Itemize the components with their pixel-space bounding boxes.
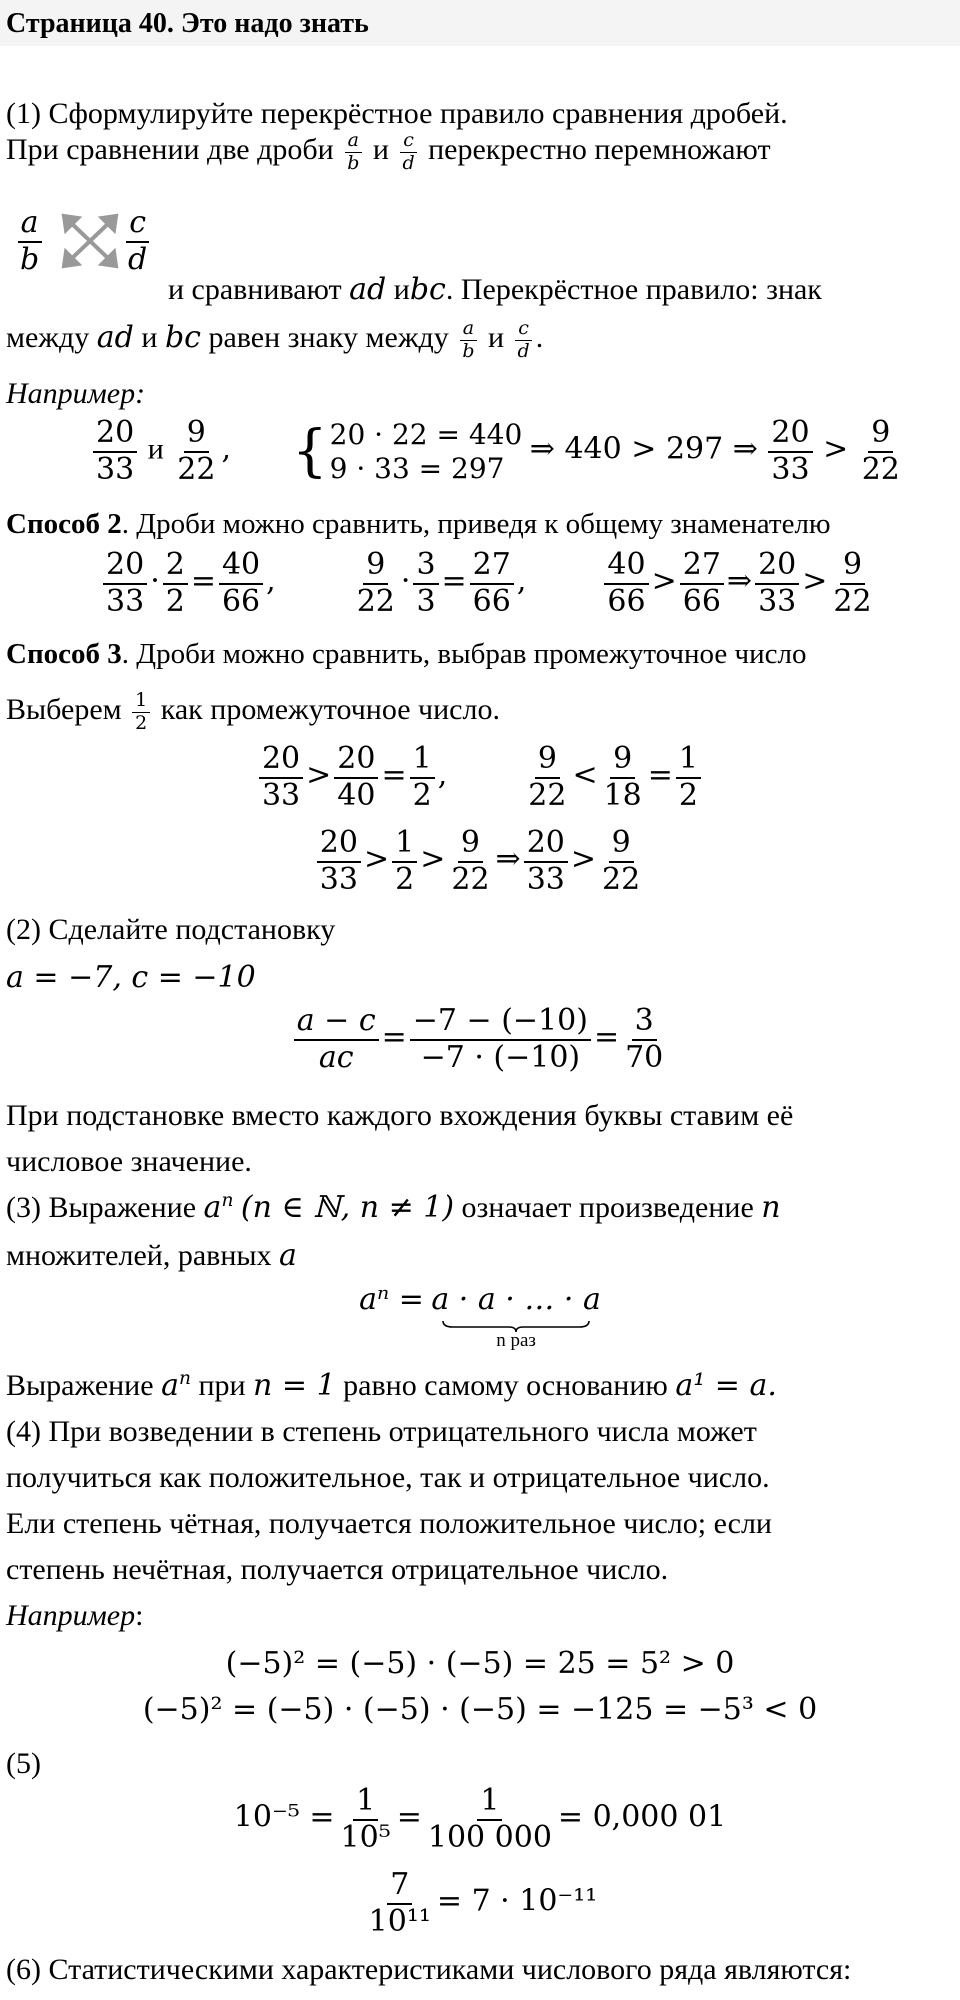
- cross-rule-c-d: [122, 206, 153, 277]
- s2-formula: $\frac{a - c}{ac}$ = $\frac{-7 - (-10)}{-7 \cdot (-10)}$ = $\frac{3}{70}$: [0, 1004, 960, 1075]
- s1-example-label: Например:: [6, 377, 146, 410]
- underbrace-product: a · a · … · a n раз: [431, 1282, 601, 1351]
- s5-formula1: 10⁻⁵ = $\frac{1}{\text{10⁵}}$ = $\frac{1}{100 000}$ = 0,000 01: [233, 1783, 727, 1855]
- s3-line2: множителей, равных a: [6, 1238, 297, 1273]
- s2-note2: числовое значение.: [6, 1145, 252, 1178]
- way3-line2: Выберем $\frac{1}{2}$ как промежуточное число.: [6, 689, 500, 734]
- way3-label: Способ 3: [6, 638, 122, 670]
- way3-line: [6, 636, 806, 674]
- text: . Дроби можно сравнить, приведя к общему знаменателю: [121, 508, 831, 540]
- fraction-a-b: $\frac{a}{b}$: [344, 130, 362, 175]
- math-bc: bc: [164, 320, 201, 356]
- text: равен знаку между: [208, 321, 449, 355]
- text: перекрестно перемножают: [428, 133, 771, 167]
- s4-line4: степень нечётная, получается отрицательное число.: [6, 1553, 669, 1586]
- fraction-a-b-large: $\frac{a}{b}$: [17, 206, 42, 277]
- way3-formula1: $\frac{20}{33}$ > $\frac{20}{40}$ = $\frac{1}{2}$ , $\frac{9}{22}$ < $\frac{9}{18}$ = $\frac{1}{2}$: [0, 742, 960, 813]
- s5-formula2: $\frac{7}{\text{10¹¹}}$ = 7 · 10⁻¹¹: [368, 1867, 598, 1939]
- s4-example-label: Например:: [6, 1599, 144, 1632]
- s2-title: (2) Сделайте подстановку: [6, 913, 336, 946]
- s1-line2: [6, 130, 771, 175]
- way2-line: [6, 506, 831, 544]
- text: . Дроби можно сравнить, выбрав промежуточное число: [121, 638, 807, 670]
- s1-line1: (1) Сформулируйте перекрёстное правило сравнения дробей.: [6, 97, 788, 130]
- math-bc: bc: [409, 272, 446, 307]
- text: . Перекрёстное правило: знак: [445, 273, 822, 306]
- s2-note1: При подстановке вместо каждого вхождения буквы ставим её: [6, 1099, 794, 1132]
- s4-formula2: (−5)² = (−5) · (−5) · (−5) = −125 = −5³ < 0: [142, 1692, 818, 1727]
- s3-line3: Выражение $a^n$ при n = 1 равно самому основанию a¹ = a.: [6, 1368, 777, 1403]
- implication: ⇒ 440 > 297 ⇒: [529, 431, 758, 467]
- s4-line3: Ели степень чётная, получается положительное число; если: [6, 1507, 772, 1540]
- s6-title: (6) Статистическими характеристиками числового ряда являются:: [6, 1953, 852, 1986]
- text: и: [487, 321, 505, 355]
- math-ad: ad: [96, 320, 134, 356]
- s1-line3: [168, 270, 822, 309]
- page-header: [0, 0, 960, 46]
- way2-label: Способ 2: [6, 508, 122, 540]
- s4-formula1: (−5)² = (−5) · (−5) = 25 = 5² > 0: [225, 1646, 735, 1681]
- equation-system: { 20 · 22 = 440 9 · 33 = 297: [291, 417, 523, 485]
- cross-arrows-icon: [60, 212, 120, 270]
- math-ad: ad: [349, 272, 387, 307]
- s5-title: (5): [6, 1747, 41, 1780]
- text: и: [147, 432, 164, 466]
- fraction-a-b: $\frac{a}{b}$: [459, 318, 477, 363]
- s1-line4: между ad и bc равен знаку между $\frac{a}{b}$ и $\frac{c}{d}$ .: [6, 317, 544, 362]
- fraction-9-22: $\frac{9}{22}$: [861, 415, 900, 487]
- text: между: [6, 321, 90, 355]
- s3-line1: (3) Выражение $a^n$ (n ∈ ℕ, n ≠ 1) означает произведение n: [6, 1190, 781, 1225]
- fraction-c-d-large: $\frac{c}{d}$: [128, 205, 148, 277]
- fraction-20-33: $\frac{20}{33}$: [768, 416, 812, 487]
- s1-example-formula: $\frac{20}{33}$ и $\frac{9}{22}$ , { 20 · 22 = 440 9 · 33 = 297 ⇒ 440 > 297 ⇒ $\frac{20}{33}$ > $\frac{9}{22}$: [90, 416, 906, 487]
- s4-line2: получиться как положительное, так и отрицательное число.: [6, 1461, 770, 1494]
- fraction-c-d: $\frac{c}{d}$: [515, 318, 533, 363]
- s2-values: a = −7, c = −10: [6, 960, 256, 995]
- text: и: [393, 273, 410, 306]
- way2-formula: $\frac{20}{33}$ · $\frac{2}{2}$ = $\frac{40}{66}$ , $\frac{9}{22}$ · $\frac{3}{3}$ = $\frac{27}{66}$ , $\frac{40}{66}$ > $\frac{27}{66}$ ⇒ $\frac{20}{33}$ > $\frac{9}{22}$: [100, 548, 878, 619]
- s4-line1: (4) При возведении в степень отрицательного числа может: [6, 1415, 757, 1448]
- text: При сравнении две дроби: [6, 133, 334, 167]
- fraction-20-33: $\frac{20}{33}$: [93, 416, 137, 487]
- cross-rule-diagram: [14, 206, 45, 277]
- s3-formula: [0, 1280, 960, 1350]
- formula-lhs: aⁿ =: [359, 1282, 424, 1317]
- way3-formula2: $\frac{20}{33}$ > $\frac{1}{2}$ > $\frac{9}{22}$ ⇒ $\frac{20}{33}$ > $\frac{9}{22}$: [0, 826, 960, 897]
- text: и: [141, 321, 158, 355]
- fraction-c-d: $\frac{c}{d}$: [399, 130, 417, 175]
- text: и: [372, 133, 389, 167]
- text: и сравнивают: [168, 273, 342, 306]
- page-title: Страница 40. Это надо знать: [6, 8, 369, 39]
- fraction-9-22: $\frac{9}{22}$: [177, 415, 216, 487]
